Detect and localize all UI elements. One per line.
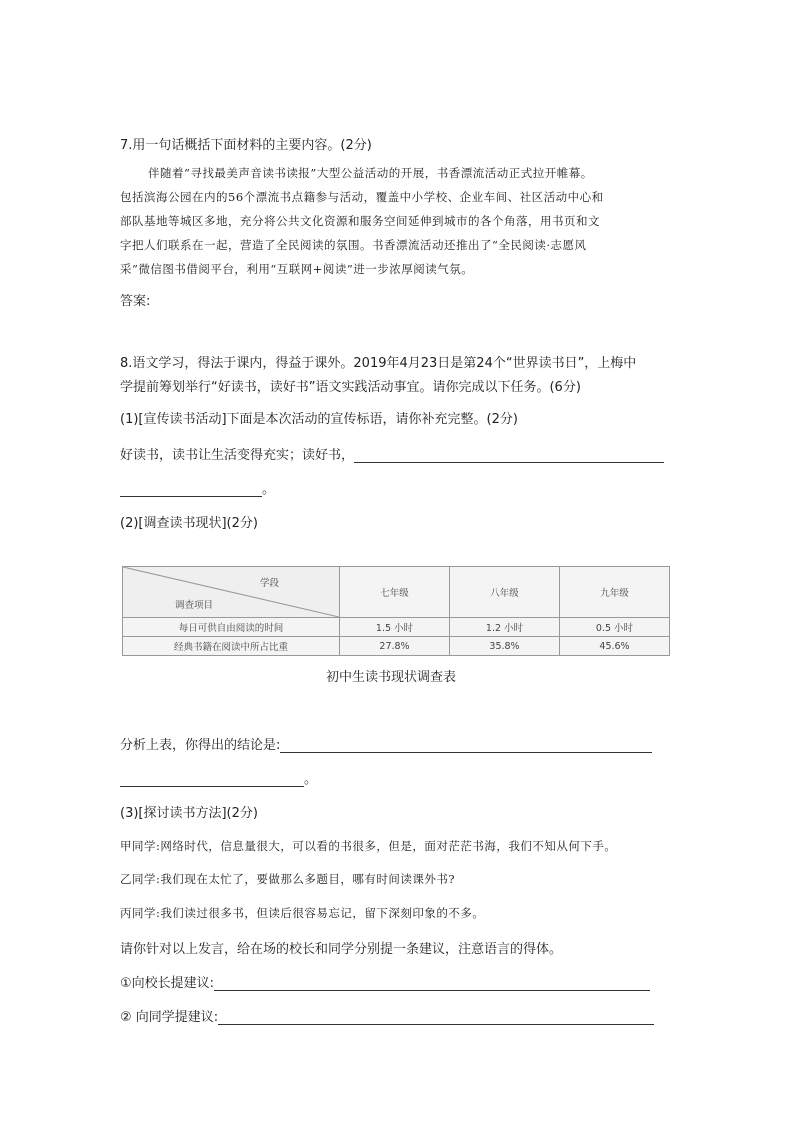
table-cell: 0.5 小时 <box>560 618 670 637</box>
q8-part2-end: 。 <box>304 772 318 787</box>
table-header-stage: 学段 <box>259 578 279 589</box>
student-jia-statement: 甲同学:网络时代，信息量很大，可以看的书很多，但是，面对茫茫书海，我们不知从何下手。 <box>120 839 617 853</box>
q7-prompt: 7.用一句话概括下面材料的主要内容。(2分) <box>120 138 372 153</box>
table-cell: 1.2 小时 <box>450 618 560 637</box>
q8-part2-title: (2)[调查读书现状](2分) <box>120 516 258 531</box>
diagonal-divider <box>123 567 339 617</box>
table-caption: 初中生读书现状调查表 <box>326 670 457 685</box>
table-row <box>123 618 670 637</box>
q8-part2-answer-continuation <box>120 768 317 787</box>
table-header-row <box>123 567 670 618</box>
slogan-answer-line-1[interactable] <box>354 448 664 463</box>
table-cell: 45.6% <box>560 637 670 656</box>
q8-part1-slogan-row <box>120 444 664 463</box>
q8-part3-prompt: 请你针对以上发言，给在场的校长和同学分别提一条建议，注意语言的得体。 <box>120 942 563 957</box>
q7-answer-label: 答案: <box>120 294 151 309</box>
table-col-grade8: 八年级 <box>450 567 560 618</box>
q8-part1-slogan-continuation <box>120 478 275 497</box>
student-bing-statement: 丙同学:我们读过很多书，但读后很容易忘记，留下深刻印象的不多。 <box>120 906 485 920</box>
q7-passage-line-3: 部队基地等城区多地，充分将公共文化资源和服务空间延伸到城市的各个角落，用书页和文 <box>120 214 600 228</box>
table-col-grade9: 九年级 <box>560 567 670 618</box>
q8-part2-prompt: 分析上表，你得出的结论是: <box>120 738 281 753</box>
q7-passage-line-4: 字把人们联系在一起，营造了全民阅读的氛围。书香漂流活动还推出了“全民阅读·志愿风 <box>120 238 587 252</box>
survey-table <box>122 566 670 656</box>
table-row-label: 每日可供自由阅读的时间 <box>123 618 340 637</box>
slogan-answer-line-2[interactable] <box>120 482 262 497</box>
conclusion-answer-line-2[interactable] <box>120 772 304 787</box>
table-corner-cell <box>123 567 340 618</box>
student-yi-statement: 乙同学:我们现在太忙了，要做那么多题目，哪有时间读课外书? <box>120 872 456 886</box>
q8-part1-title: (1)[宣传读书活动]下面是本次活动的宣传标语，请你补充完整。(2分) <box>120 412 518 427</box>
q7-passage-line-1: 伴随着“寻找最美声音读书读报”大型公益活动的开展，书香漂流活动正式拉开帷幕。 <box>148 166 593 180</box>
table-header-item: 调查项目 <box>175 600 214 611</box>
q8-part2-answer-row <box>120 734 652 753</box>
table-cell: 1.5 小时 <box>340 618 450 637</box>
q8-part3-title: (3)[探讨读书方法](2分) <box>120 806 258 821</box>
q8-intro-line-1: 8.语文学习，得法于课内，得益于课外。2019年4月23日是第24个“世界读书日”，上梅中 <box>120 356 637 371</box>
q8-part1-slogan: 好读书，读书让生活变得充实；读好书， <box>120 448 355 463</box>
advice-classmate-label: ② 向同学提建议: <box>120 1010 219 1025</box>
table-cell: 27.8% <box>340 637 450 656</box>
advice-principal-row <box>120 972 650 991</box>
q8-part1-end: 。 <box>262 482 276 497</box>
advice-principal-label: ①向校长提建议: <box>120 976 215 991</box>
conclusion-answer-line-1[interactable] <box>280 738 652 753</box>
q7-passage-line-2: 包括滨海公园在内的56个漂流书点籍参与活动，覆盖中小学校、企业车间、社区活动中心和 <box>120 190 604 204</box>
q8-intro-line-2: 学提前筹划举行“好读书，读好书”语文实践活动事宜。请你完成以下任务。(6分) <box>120 380 581 395</box>
q7-passage-line-5: 采”微信图书借阅平台，利用“互联网+阅读”进一步浓厚阅读气氛。 <box>120 262 474 276</box>
table-row <box>123 637 670 656</box>
advice-classmate-row <box>120 1006 654 1025</box>
table-row-label: 经典书籍在阅读中所占比重 <box>123 637 340 656</box>
table-cell: 35.8% <box>450 637 560 656</box>
advice-principal-line[interactable] <box>214 976 650 991</box>
advice-classmate-line[interactable] <box>218 1010 654 1025</box>
table-col-grade7: 七年级 <box>340 567 450 618</box>
